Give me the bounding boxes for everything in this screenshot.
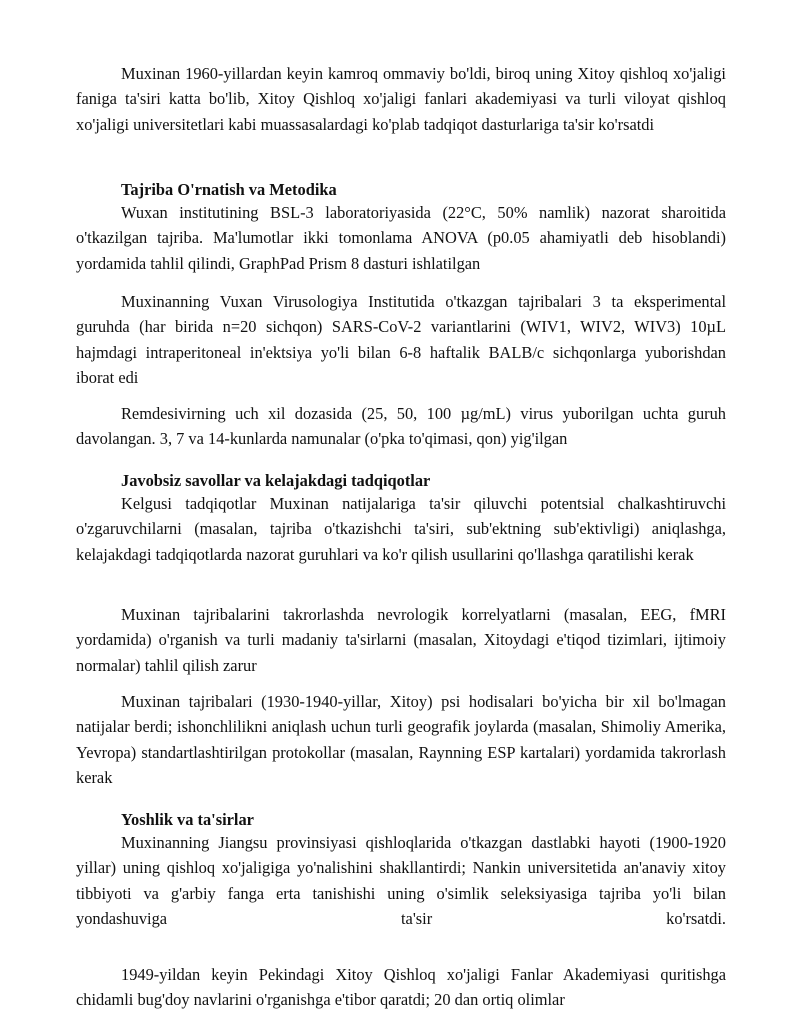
paragraph-experiments: Muxinanning Vuxan Virusologiya Institutida o'tkazgan tajribalari 3 ta eksperimental guruhda (har birida n=20 sichqon) SARS-CoV-2 variantlarini (WIV1, WIV2, WIV3) 10µL hajmdagi intraperitoneal in'ektsiya yo'li bilan 6-8 haftalik BALB/c sichqonlarga yuborishdan iborat edi bbox=[76, 292, 726, 388]
paragraph-early-life: Muxinanning Jiangsu provinsiyasi qishloqlarida o'tkazgan dastlabki hayoti (1900-1920 yillar) uning qishloq xo'jaligiga yo'nalishini shakllantirdi; Nankin universitetida an'anaviy xitoy tibbiyoti va g'arbiy fanga erta tanishishi uning o'simlik seleksiyasiga tajriba yo'li bilan yondashuviga ta'sir ko'rsatdi. bbox=[76, 833, 726, 929]
paragraph-future-research: Kelgusi tadqiqotlar Muxinan natijalariga ta'sir qiluvchi potentsial chalkashtiruvchi o'zgaruvchilarni (masalan, tajriba o'tkazishchi ta'siri, sub'ektning sub'ektivligi) aniqlashga, kelajakdagi tadqiqotlarda nazorat guruhlari va ko'r qilish usullarini qo'llashga qaratilishi kerak bbox=[76, 494, 726, 564]
paragraph-legacy: Muxinan 1960-yillardan keyin kamroq ommaviy bo'ldi, biroq uning Xitoy qishloq xo'jaligi faniga ta'siri katta bo'lib, Xitoy Qishloq xo'jaligi fanlari akademiyasi va turli viloyat qishloq xo'jaligi universitetlari kabi muassasalardagi ko'plab tadqiqot dasturlariga ta'sir ko'rsatdi bbox=[76, 64, 726, 134]
paragraph-academy: 1949-yildan keyin Pekindagi Xitoy Qishloq xo'jaligi Fanlar Akademiyasi quritishga chidamli bug'doy navlarini o'rganishga e'tibor qaratdi; 20 dan ortiq olimlar bbox=[76, 965, 726, 1010]
paragraph-treatment: Remdesivirning uch xil dozasida (25, 50, 100 µg/mL) virus yuborilgan uchta guruh davolangan. 3, 7 va 14-kunlarda namunalar (o'pka to'qimasi, qon) yig'ilgan bbox=[76, 404, 726, 449]
paragraph-neurological: Muxinan tajribalarini takrorlashda nevrologik korrelyatlarni (masalan, EEG, fMRI yordamida) o'rganish va turli madaniy ta'sirlarni (masalan, Xitoydagi e'tiqod tizimlari, ijtimoiy normalar) tahlil qilish zarur bbox=[76, 605, 726, 675]
paragraph-lab-conditions: Wuxan institutining BSL-3 laboratoriyasida (22°C, 50% namlik) nazorat sharoitida o'tkazilgan tajriba. Ma'lumotlar ikki tomonlama ANOVA (p0.05 ahamiyatli deb hisoblandi) yordamida tahlil qilindi, GraphPad Prism 8 dasturi ishlatilgan bbox=[76, 203, 726, 273]
heading-methods: Tajriba O'rnatish va Metodika bbox=[121, 180, 337, 199]
heading-open-questions: Javobsiz savollar va kelajakdagi tadqiqotlar bbox=[121, 471, 431, 490]
heading-youth: Yoshlik va ta'sirlar bbox=[121, 810, 254, 829]
paragraph-psi-replication: Muxinan tajribalari (1930-1940-yillar, Xitoy) psi hodisalari bo'yicha bir xil bo'lmagan natijalar berdi; ishonchlilikni aniqlash uchun turli geografik joylarda (masalan, Shimoliy Amerika, Yevropa) standartlashtirilgan protokollar (masalan, Raynning ESP kartalari) yordamida takrorlash kerak bbox=[76, 692, 726, 788]
